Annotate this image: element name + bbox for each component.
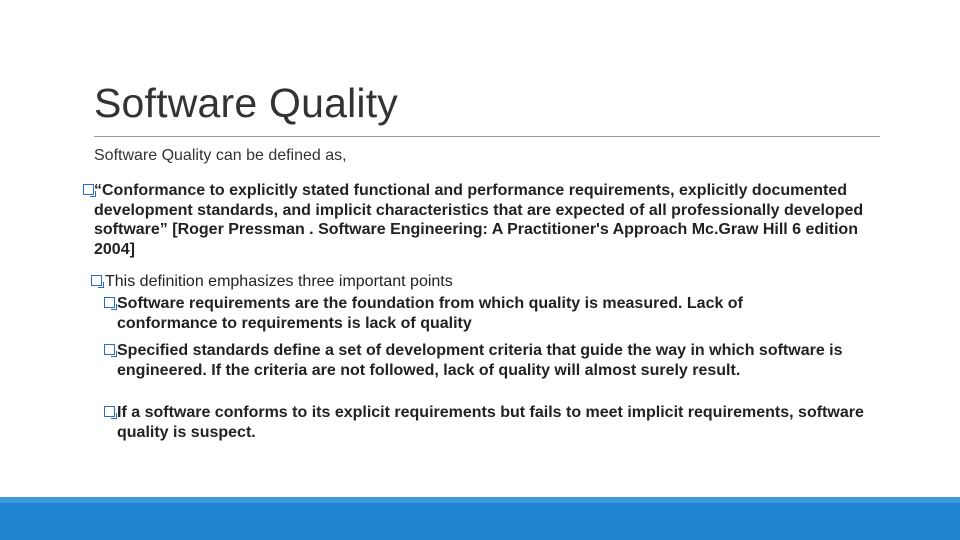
subpoint-standards: Specified standards define a set of development criteria that guide the way in which software is engineered. If the criteria are not followed, lack of quality will almost surely result. — [117, 342, 843, 379]
definition-quote: “Conformance to explicitly stated functional and performance requirements, explicitly documented development standards, and implicit characteristics that are expected of all professionally developed software” [Roger Pressman . Software Engineering: A Practitioner's Approach Mc.Graw Hill 6 edition 2004] — [94, 182, 864, 258]
subpoint-requirements: Software requirements are the foundation from which quality is measured. Lack of conformance to requirements is lack of quality — [117, 295, 743, 332]
footer-accent — [0, 497, 960, 503]
square-bullet-icon — [104, 297, 115, 308]
subpoint-implicit: If a software conforms to its explicit requirements but fails to meet implicit requirements, software quality is suspect. — [117, 404, 864, 441]
intro-text: Software Quality can be defined as, — [94, 147, 347, 164]
emphasis-intro: This definition emphasizes three important points — [105, 273, 453, 290]
square-bullet-icon — [83, 184, 94, 195]
square-bullet-icon — [91, 275, 102, 286]
square-bullet-icon — [104, 406, 115, 417]
slide-title: Software Quality — [94, 80, 398, 126]
footer-bar — [0, 497, 960, 540]
square-bullet-icon — [104, 344, 115, 355]
title-divider — [94, 136, 880, 137]
